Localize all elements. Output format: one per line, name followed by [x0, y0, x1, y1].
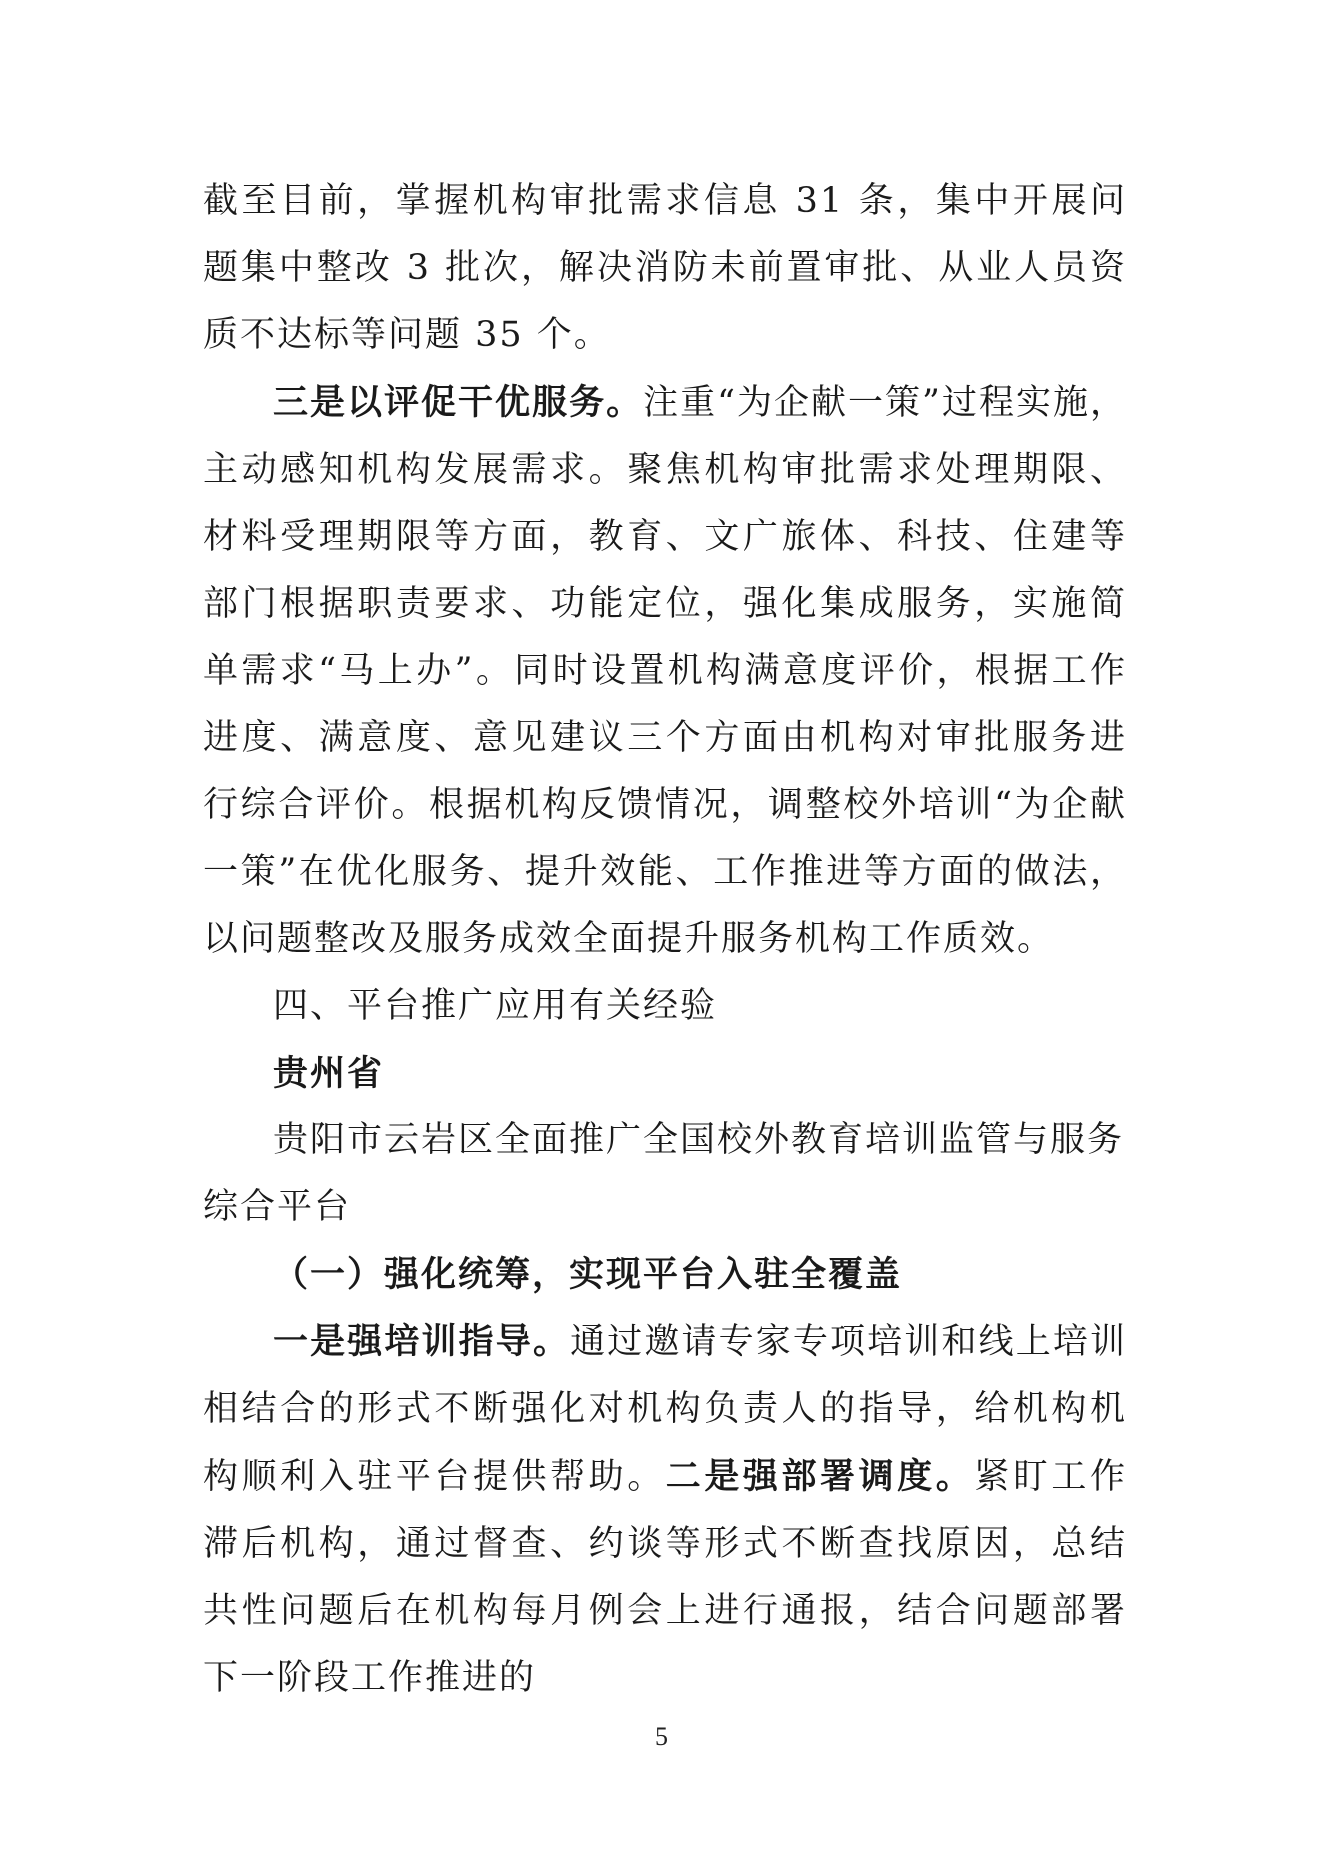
paragraph-text: 注重“为企献一策”过程实施，主动感知机构发展需求。聚焦机构审批需求处理期限、材料受理期限等方面，教育、文广旅体、科技、住建等部门根据职责要求、功能定位，强化集成服务，实施简单需求“马上办”。同时设置机构满意度评价，根据工作进度、满意度、意见建议三个方面由机构对审批服务进行综合评价。根据机构反馈情况，调整校外培训“为企献一策”在优化服务、提升效能、工作推进等方面的做法，以问题整改及服务成效全面提升服务机构工作质效。 — [203, 383, 1127, 959]
paragraph-lead: 二是强部署调度。 — [665, 1456, 975, 1497]
document-body — [203, 168, 1127, 1712]
paragraph-progress-summary — [203, 168, 1127, 369]
paragraph-lead: 三是以评促干优服务。 — [273, 382, 644, 423]
province-heading: 贵州省 — [273, 1053, 385, 1094]
case-title: 贵阳市云岩区全面推广全国校外教育培训监管与服务综合平台 — [203, 1120, 1125, 1227]
paragraph-text: 通过邀请专家专项培训和线上培训相结合的形式不断强化对机构负责人的指导，给机构机构顺利入驻平台提供帮助。 — [203, 1322, 1127, 1497]
sub-heading: （一）强化统筹，实现平台入驻全覆盖 — [273, 1254, 903, 1295]
section-heading: 四、平台推广应用有关经验 — [273, 986, 718, 1026]
paragraph-lead: 一是强培训指导。 — [273, 1321, 571, 1362]
page-number: 5 — [655, 1722, 668, 1751]
paragraph-training-guidance — [203, 1308, 1127, 1712]
paragraph-text: 紧盯工作滞后机构，通过督查、约谈等形式不断查找原因，总结共性问题后在机构每月例会上进行通报，结合问题部署下一阶段工作推进的 — [203, 1457, 1127, 1698]
paragraph-evaluation-service — [203, 369, 1127, 973]
paragraph-text: 截至目前，掌握机构审批需求信息 31 条，集中开展问题集中整改 3 批次，解决消防未前置审批、从业人员资质不达标等问题 35 个。 — [203, 181, 1127, 355]
